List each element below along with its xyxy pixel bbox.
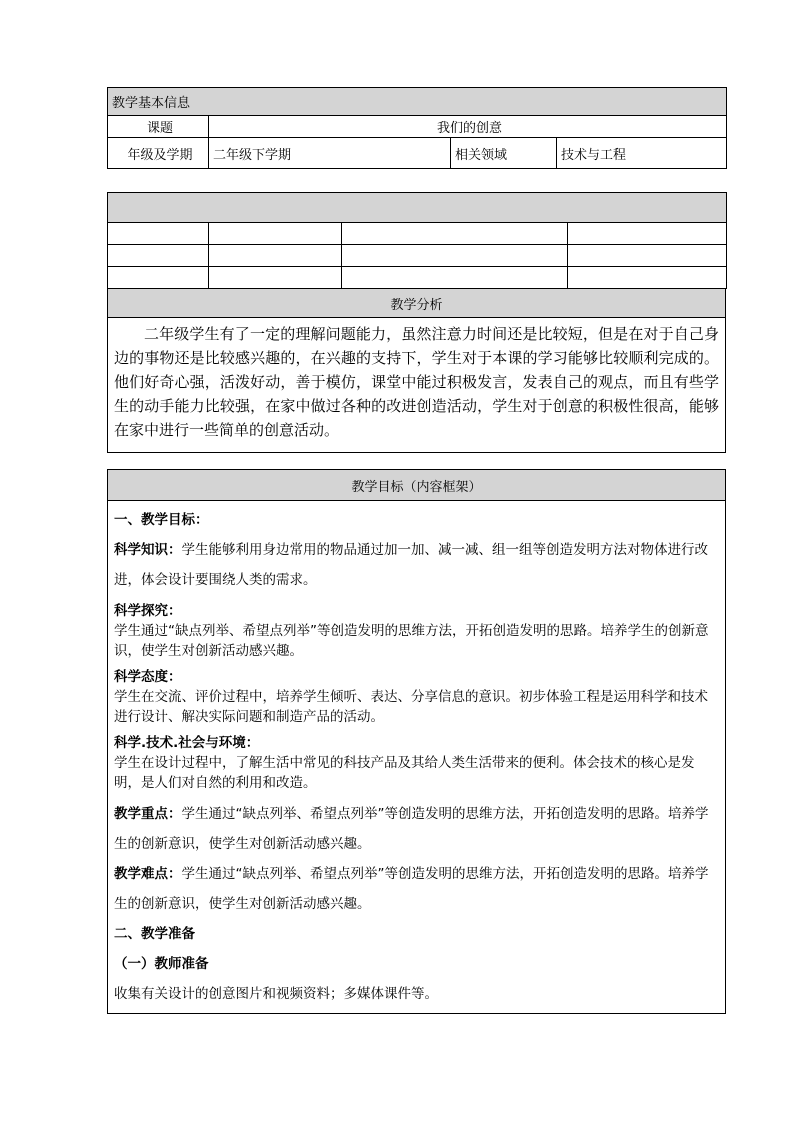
blank-cell [108, 223, 209, 245]
section2-heading: 二、教学准备 [114, 926, 195, 942]
blank-cell [209, 267, 342, 289]
key-paragraph [114, 799, 719, 859]
grade-value: 二年级下学期 [209, 138, 451, 169]
topic-label: 课题 [108, 116, 209, 138]
section1-heading: 一、教学目标： [114, 512, 209, 528]
basic-info-header: 教学基本信息 [108, 88, 727, 116]
difficulty-label: 教学难点： [114, 866, 182, 882]
difficulty-paragraph [114, 859, 719, 919]
sts-label: 科学.技术.社会与环境： [114, 735, 260, 751]
grade-label: 年级及学期 [108, 138, 209, 169]
domain-label: 相关领域 [451, 138, 557, 169]
goals-content [108, 501, 726, 1014]
sts-text: 学生在设计过程中，了解生活中常见的科技产品及其给人类生活带来的便利。体会技术的核心是发明，是人们对自然的利用和改造。 [114, 755, 695, 791]
blank-cell [209, 223, 342, 245]
blank-cell [209, 245, 342, 267]
blank-cell [568, 245, 727, 267]
blank-cell [568, 267, 727, 289]
blank-table [107, 192, 727, 289]
inquiry-text: 学生通过“缺点列举、希望点列举”等创造发明的思维方法，开拓创造发明的思路。培养学生的创新意识，使学生对创新活动感兴趣。 [114, 623, 709, 659]
analysis-table [107, 288, 726, 453]
blank-cell [108, 267, 209, 289]
attitude-label: 科学态度： [114, 669, 182, 685]
key-text: 学生通过“缺点列举、希望点列举”等创造发明的思维方法，开拓创造发明的思路。培养学生的创新意识，使学生对创新活动感兴趣。 [114, 806, 709, 852]
goals-header: 教学目标（内容框架） [108, 470, 726, 501]
blank-cell [568, 223, 727, 245]
blank-table-header [108, 193, 727, 223]
blank-cell [342, 223, 568, 245]
teacher-prep-label: （一）教师准备 [114, 956, 209, 972]
domain-value: 技术与工程 [557, 138, 727, 169]
attitude-text: 学生在交流、评价过程中，培养学生倾听、表达、分享信息的意识。初步体验工程是运用科学和技术进行设计、解决实际问题和制造产品的活动。 [114, 689, 708, 725]
analysis-header: 教学分析 [108, 289, 726, 318]
inquiry-label: 科学探究： [114, 603, 182, 619]
goals-table [107, 469, 726, 1014]
analysis-text: 二年级学生有了一定的理解问题能力，虽然注意力时间还是比较短，但是在对于自己身边的事物还是比较感兴趣的，在兴趣的支持下，学生对于本课的学习能够比较顺利完成的。他们好奇心强，活泼好动，善于模仿，课堂中能过积极发言，发表自己的观点，而且有些学生的动手能力比较强，在家中做过各种的改进创造活动，学生对于创意的积极性很高，能够在家中进行一些简单的创意活动。 [108, 318, 726, 453]
topic-value: 我们的创意 [209, 116, 727, 138]
blank-cell [342, 245, 568, 267]
key-label: 教学重点： [114, 806, 182, 822]
knowledge-text: 学生能够利用身边常用的物品通过加一加、减一减、组一组等创造发明方法对物体进行改进，体会设计要围绕人类的需求。 [114, 542, 708, 588]
teacher-prep-text: 收集有关设计的创意图片和视频资料；多媒体课件等。 [114, 986, 438, 1002]
blank-cell [342, 267, 568, 289]
basic-info-table [107, 87, 727, 169]
knowledge-paragraph [114, 535, 719, 595]
blank-cell [108, 245, 209, 267]
knowledge-label: 科学知识： [114, 542, 182, 558]
difficulty-text: 学生通过“缺点列举、希望点列举”等创造发明的思维方法，开拓创造发明的思路。培养学生的创新意识，使学生对创新活动感兴趣。 [114, 866, 709, 912]
